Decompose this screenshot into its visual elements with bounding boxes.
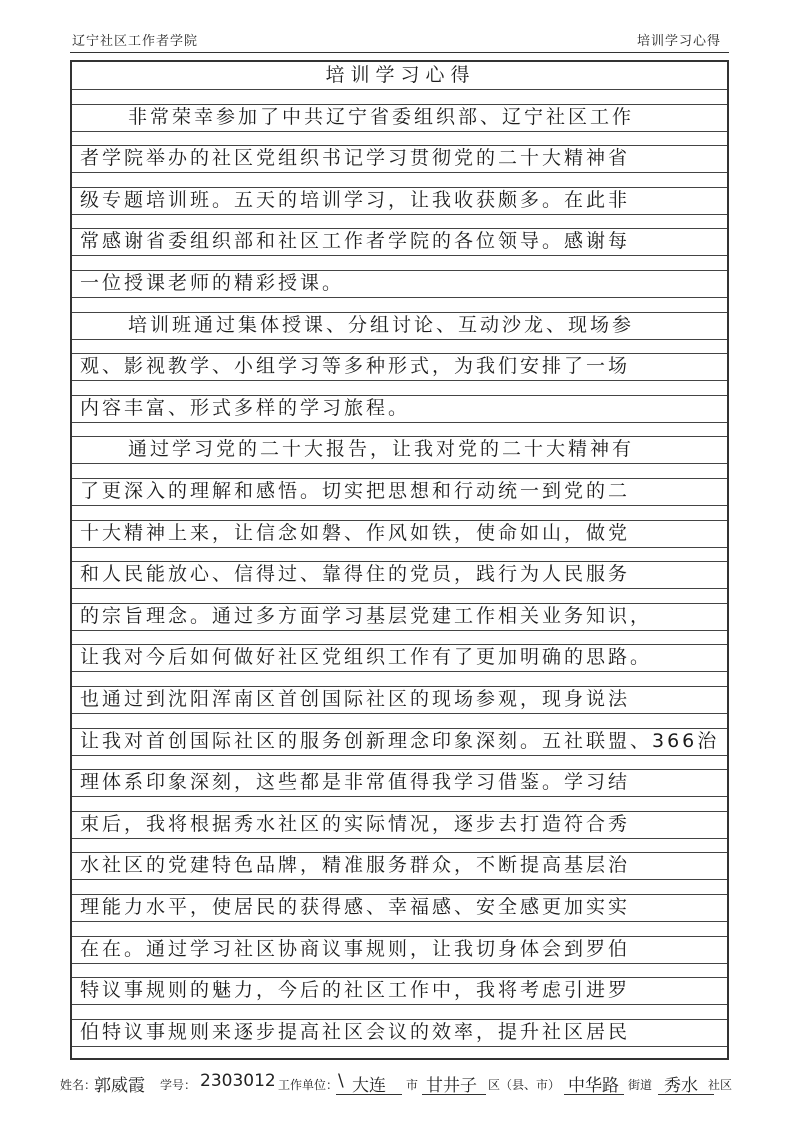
row-gap bbox=[72, 172, 727, 188]
text-line: 通过学习党的二十大报告，让我对党的二十大精神有 bbox=[128, 438, 635, 461]
text-line: 理能力水平，使居民的获得感、幸福感、安全感更加实实 bbox=[80, 896, 631, 918]
row-gap bbox=[72, 796, 727, 812]
name-value: 郭威霞 bbox=[94, 1076, 145, 1096]
text-line: 也通过到沈阳浑南区首创国际社区的现场参观，现身说法 bbox=[80, 688, 631, 710]
row-gap bbox=[72, 339, 727, 355]
text-row bbox=[72, 644, 727, 672]
text-line: 内容丰富、形式多样的学习旅程。 bbox=[80, 396, 411, 419]
text-row bbox=[72, 686, 727, 714]
text-row bbox=[72, 187, 727, 215]
text-line: 在在。通过学习社区协商议事规则，让我切身体会到罗伯 bbox=[80, 937, 631, 960]
text-line: 十大精神上来，让信念如磐、作风如铁，使命如山，做党 bbox=[80, 521, 631, 544]
text-row bbox=[72, 894, 727, 922]
text-line: 让我对首创国际社区的服务创新理念印象深刻。五社联盟、366治 bbox=[80, 729, 720, 752]
text-line: 非常荣幸参加了中共辽宁省委组织部、辽宁社区工作 bbox=[128, 105, 635, 128]
row-gap bbox=[72, 921, 727, 937]
row-gap bbox=[72, 588, 727, 604]
row-gap bbox=[72, 547, 727, 563]
district-label: 区（县、市） bbox=[488, 1078, 561, 1092]
row-gap bbox=[72, 838, 727, 854]
text-line: 常感谢省委组织部和社区工作者学院的各位领导。感谢每 bbox=[80, 230, 631, 253]
row-gap bbox=[72, 755, 727, 771]
row-gap bbox=[72, 214, 727, 230]
text-line: 者学院举办的社区党组织书记学习贯彻党的二十大精神省 bbox=[80, 147, 631, 170]
text-row bbox=[72, 1019, 727, 1047]
text-row bbox=[72, 312, 727, 340]
city-value: 大连 bbox=[352, 1076, 386, 1096]
row-gap bbox=[72, 671, 727, 687]
text-row bbox=[72, 436, 727, 464]
text-row bbox=[72, 228, 727, 256]
street-label: 街道 bbox=[628, 1078, 653, 1092]
text-line: 级专题培训班。五天的培训学习，让我收获颇多。在此非 bbox=[80, 188, 631, 211]
id-label: 学号： bbox=[160, 1078, 197, 1092]
row-gap bbox=[72, 630, 727, 646]
street-underline bbox=[564, 1094, 624, 1095]
row-gap bbox=[72, 505, 727, 521]
text-row bbox=[72, 977, 727, 1005]
text-row bbox=[72, 936, 727, 964]
text-row bbox=[72, 561, 727, 589]
row-gap bbox=[72, 713, 727, 729]
text-line: 让我对今后如何做好社区党组织工作有了更加明确的思路。 bbox=[80, 646, 653, 669]
text-row bbox=[72, 478, 727, 506]
writing-grid bbox=[70, 60, 729, 1060]
street-value: 中华路 bbox=[568, 1076, 619, 1096]
text-line: 伯特议事规则来逐步提高社区会议的效率，提升社区居民 bbox=[80, 1020, 631, 1043]
district-value: 甘井子 bbox=[426, 1076, 477, 1096]
text-row bbox=[72, 270, 727, 298]
author-info-footer bbox=[60, 1070, 739, 1100]
row-gap bbox=[72, 463, 727, 479]
text-row bbox=[72, 811, 727, 839]
text-line: 培训班通过集体授课、分组讨论、互动沙龙、现场参 bbox=[128, 313, 635, 336]
text-line: 水社区的党建特色品牌，精准服务群众，不断提高基层治 bbox=[80, 854, 631, 877]
community-underline bbox=[658, 1094, 714, 1095]
text-row bbox=[72, 728, 727, 756]
text-row bbox=[72, 852, 727, 880]
text-row bbox=[72, 603, 727, 631]
text-line: 一位授课老师的精彩授课。 bbox=[80, 272, 345, 294]
text-line: 理体系印象深刻，这些都是非常值得我学习借鉴。学习结 bbox=[80, 771, 631, 794]
row-gap bbox=[72, 879, 727, 895]
city-label: 市 bbox=[406, 1078, 419, 1092]
row-gap bbox=[72, 1004, 727, 1020]
text-line: 观、影视教学、小组学习等多种形式，为我们安排了一场 bbox=[80, 355, 631, 378]
text-row bbox=[72, 520, 727, 548]
header-doc-type: 培训学习心得 bbox=[636, 34, 721, 49]
row-gap bbox=[72, 89, 727, 105]
text-row bbox=[72, 769, 727, 797]
essay-title: 培训学习心得 bbox=[325, 64, 476, 86]
text-row bbox=[72, 353, 727, 381]
community-value: 秀水 bbox=[664, 1076, 698, 1096]
id-value: 2303012 bbox=[200, 1071, 276, 1091]
district-underline bbox=[422, 1094, 486, 1095]
row-gap bbox=[72, 422, 727, 438]
title-row bbox=[72, 62, 727, 90]
text-line: 了更深入的理解和感悟。切实把思想和行动统一到党的二 bbox=[80, 480, 631, 502]
unit-prefix: \ bbox=[338, 1071, 344, 1091]
text-row bbox=[72, 395, 727, 423]
text-row bbox=[72, 104, 727, 132]
row-gap bbox=[72, 255, 727, 271]
row-gap bbox=[72, 297, 727, 313]
text-row bbox=[72, 145, 727, 173]
city-underline bbox=[336, 1094, 402, 1095]
community-label: 社区 bbox=[708, 1078, 733, 1092]
text-line: 束后，我将根据秀水社区的实际情况，逐步去打造符合秀 bbox=[80, 812, 631, 835]
row-gap bbox=[72, 963, 727, 979]
header-institute: 辽宁社区工作者学院 bbox=[72, 34, 199, 49]
header-divider bbox=[70, 52, 729, 53]
row-gap bbox=[72, 380, 727, 396]
row-gap bbox=[72, 131, 727, 147]
text-line: 和人民能放心、信得过、靠得住的党员，践行为人民服务 bbox=[80, 563, 631, 586]
text-line: 的宗旨理念。通过多方面学习基层党建工作相关业务知识， bbox=[80, 604, 653, 627]
unit-label: 工作单位： bbox=[278, 1078, 339, 1092]
text-line: 特议事规则的魅力，今后的社区工作中，我将考虑引进罗 bbox=[80, 979, 631, 1002]
name-label: 姓名： bbox=[60, 1078, 97, 1092]
